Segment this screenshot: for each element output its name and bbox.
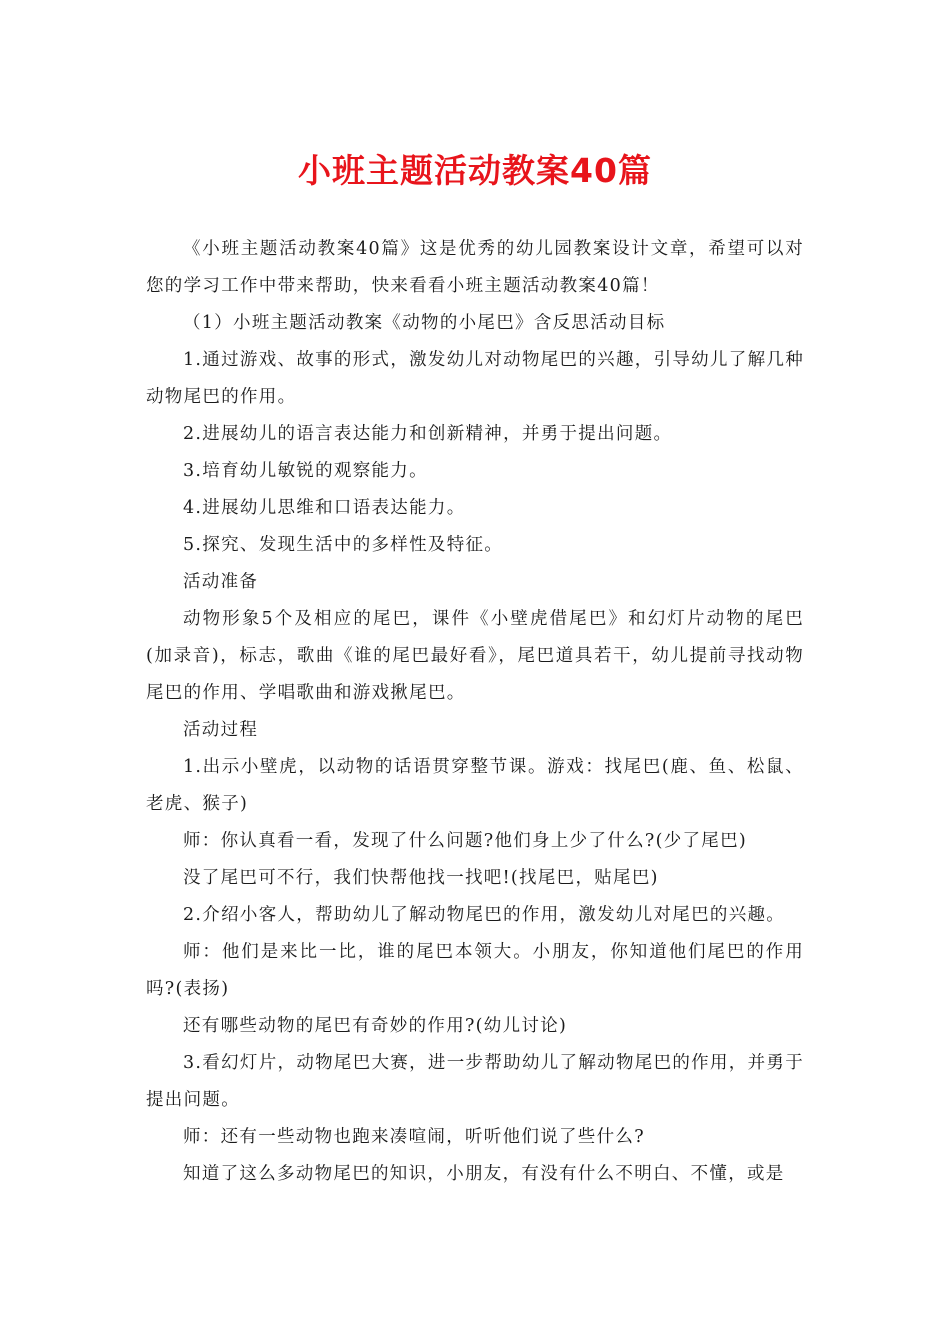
paragraph-process-step-2: 2.介绍小客人，帮助幼儿了解动物尾巴的作用，激发幼儿对尾巴的兴趣。 bbox=[183, 905, 786, 925]
paragraph-process-heading: 活动过程 bbox=[183, 720, 259, 740]
paragraph-process-step-1: 1.出示小壁虎，以动物的话语贯穿整节课。游戏：找尾巴(鹿、鱼、松鼠、老虎、猴子) bbox=[146, 757, 804, 814]
paragraph-preparation-heading: 活动准备 bbox=[183, 572, 259, 592]
paragraph-preparation: 动物形象5个及相应的尾巴，课件《小壁虎借尾巴》和幻灯片动物的尾巴(加录音)，标志，歌曲《谁的尾巴最好看》，尾巴道具若干，幼儿提前寻找动物尾巴的作用、学唱歌曲和游戏揪尾巴。 bbox=[146, 609, 804, 703]
paragraph-find-tail: 没了尾巴可不行，我们快帮他找一找吧!(找尾巴，贴尾巴) bbox=[183, 868, 659, 888]
paragraph-intro: 《小班主题活动教案40篇》这是优秀的幼儿园教案设计文章，希望可以对您的学习工作中带来帮助，快来看看小班主题活动教案40篇！ bbox=[146, 239, 804, 296]
document-title: 小班主题活动教案40篇 bbox=[298, 151, 652, 190]
paragraph-goal-1: 1.通过游戏、故事的形式，激发幼儿对动物尾巴的兴趣，引导幼儿了解几种动物尾巴的作用。 bbox=[146, 350, 804, 407]
paragraph-teacher-question-3: 师：还有一些动物也跑来凑喧闹，听听他们说了些什么? bbox=[183, 1127, 645, 1147]
paragraph-goal-2: 2.进展幼儿的语言表达能力和创新精神，并勇于提出问题。 bbox=[183, 424, 673, 444]
paragraph-goal-5: 5.探究、发现生活中的多样性及特征。 bbox=[183, 535, 504, 555]
paragraph-section-heading: （1）小班主题活动教案《动物的小尾巴》含反思活动目标 bbox=[183, 313, 666, 333]
paragraph-goal-4: 4.进展幼儿思维和口语表达能力。 bbox=[183, 498, 466, 518]
paragraph-goal-3: 3.培育幼儿敏锐的观察能力。 bbox=[183, 461, 428, 481]
paragraph-teacher-question-1: 师：你认真看一看，发现了什么问题?他们身上少了什么?(少了尾巴) bbox=[183, 831, 748, 851]
document-body bbox=[146, 231, 804, 1193]
paragraph-closing: 知道了这么多动物尾巴的知识，小朋友，有没有什么不明白、不懂，或是 bbox=[183, 1164, 785, 1184]
paragraph-teacher-question-2: 师：他们是来比一比，谁的尾巴本领大。小朋友，你知道他们尾巴的作用吗?(表扬) bbox=[146, 942, 804, 999]
paragraph-process-step-3: 3.看幻灯片，动物尾巴大赛，进一步帮助幼儿了解动物尾巴的作用，并勇于提出问题。 bbox=[146, 1053, 804, 1110]
paragraph-discussion: 还有哪些动物的尾巴有奇妙的作用?(幼儿讨论) bbox=[183, 1016, 568, 1036]
